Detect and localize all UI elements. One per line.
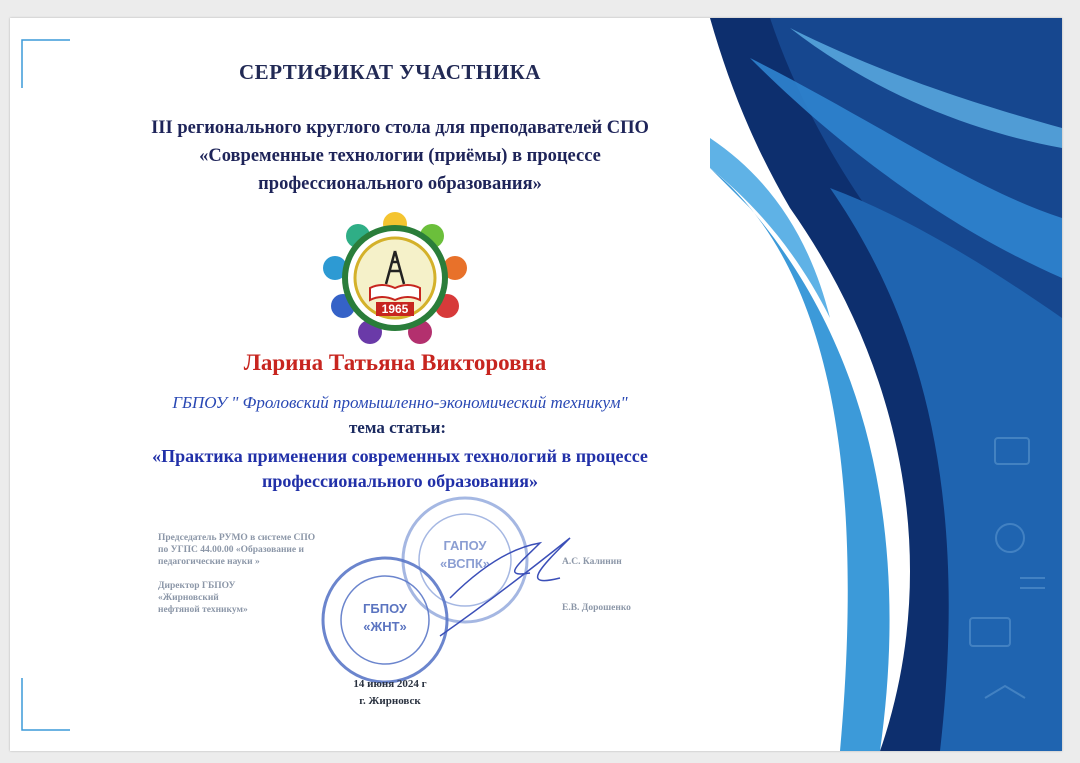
chair-title-line-1: Председатель РУМО в системе СПО xyxy=(158,533,316,543)
topic-label: тема статьи: xyxy=(348,418,447,437)
director-title-line-1: Директор ГБПОУ xyxy=(158,581,236,591)
event-line-2: «Современные технологии (приёмы) в процессе xyxy=(199,146,601,166)
certificate-title: СЕРТИФИКАТ УЧАСТНИКА xyxy=(239,60,541,84)
emblem-year: 1965 xyxy=(381,302,409,316)
director-signature-block xyxy=(158,580,248,616)
official-stamps xyxy=(290,488,610,688)
event-line-1: III регионального круглого стола для преподавателей СПО xyxy=(151,118,649,138)
chair-title-line-2: по УГПС 44.00.00 «Образование и xyxy=(158,545,304,555)
topic-line-1: «Практика применения современных технологий в процессе xyxy=(152,446,648,466)
stamp-2-line-2: «ЖНТ» xyxy=(363,619,407,634)
stamp-2-line-1: ГБПОУ xyxy=(363,601,407,616)
certificate-page xyxy=(10,18,1062,751)
director-name: Е.В. Дорошенко xyxy=(562,603,631,613)
stamp-1-line-2: «ВСПК» xyxy=(439,556,491,571)
stamp-1-line-1: ГАПОУ xyxy=(443,538,487,553)
participant-name: Ларина Татьяна Викторовна xyxy=(243,350,547,375)
event-line-3: профессионального образования» xyxy=(258,174,542,194)
topic-line-2: профессионального образования» xyxy=(261,471,539,491)
oil-derrick-book-emblem xyxy=(310,206,480,351)
chair-title-line-3: педагогические науки » xyxy=(158,557,260,567)
director-title-line-3: нефтяной техникум» xyxy=(158,605,248,615)
director-title-line-2: «Жирновский xyxy=(158,593,219,603)
chair-name: А.С. Калинин xyxy=(562,557,622,567)
issue-city: г. Жирновск xyxy=(359,695,421,707)
participant-organization: ГБПОУ " Фроловский промышленно-экономический техникум" xyxy=(172,393,628,412)
issue-date: 14 июня 2024 г xyxy=(353,678,427,690)
